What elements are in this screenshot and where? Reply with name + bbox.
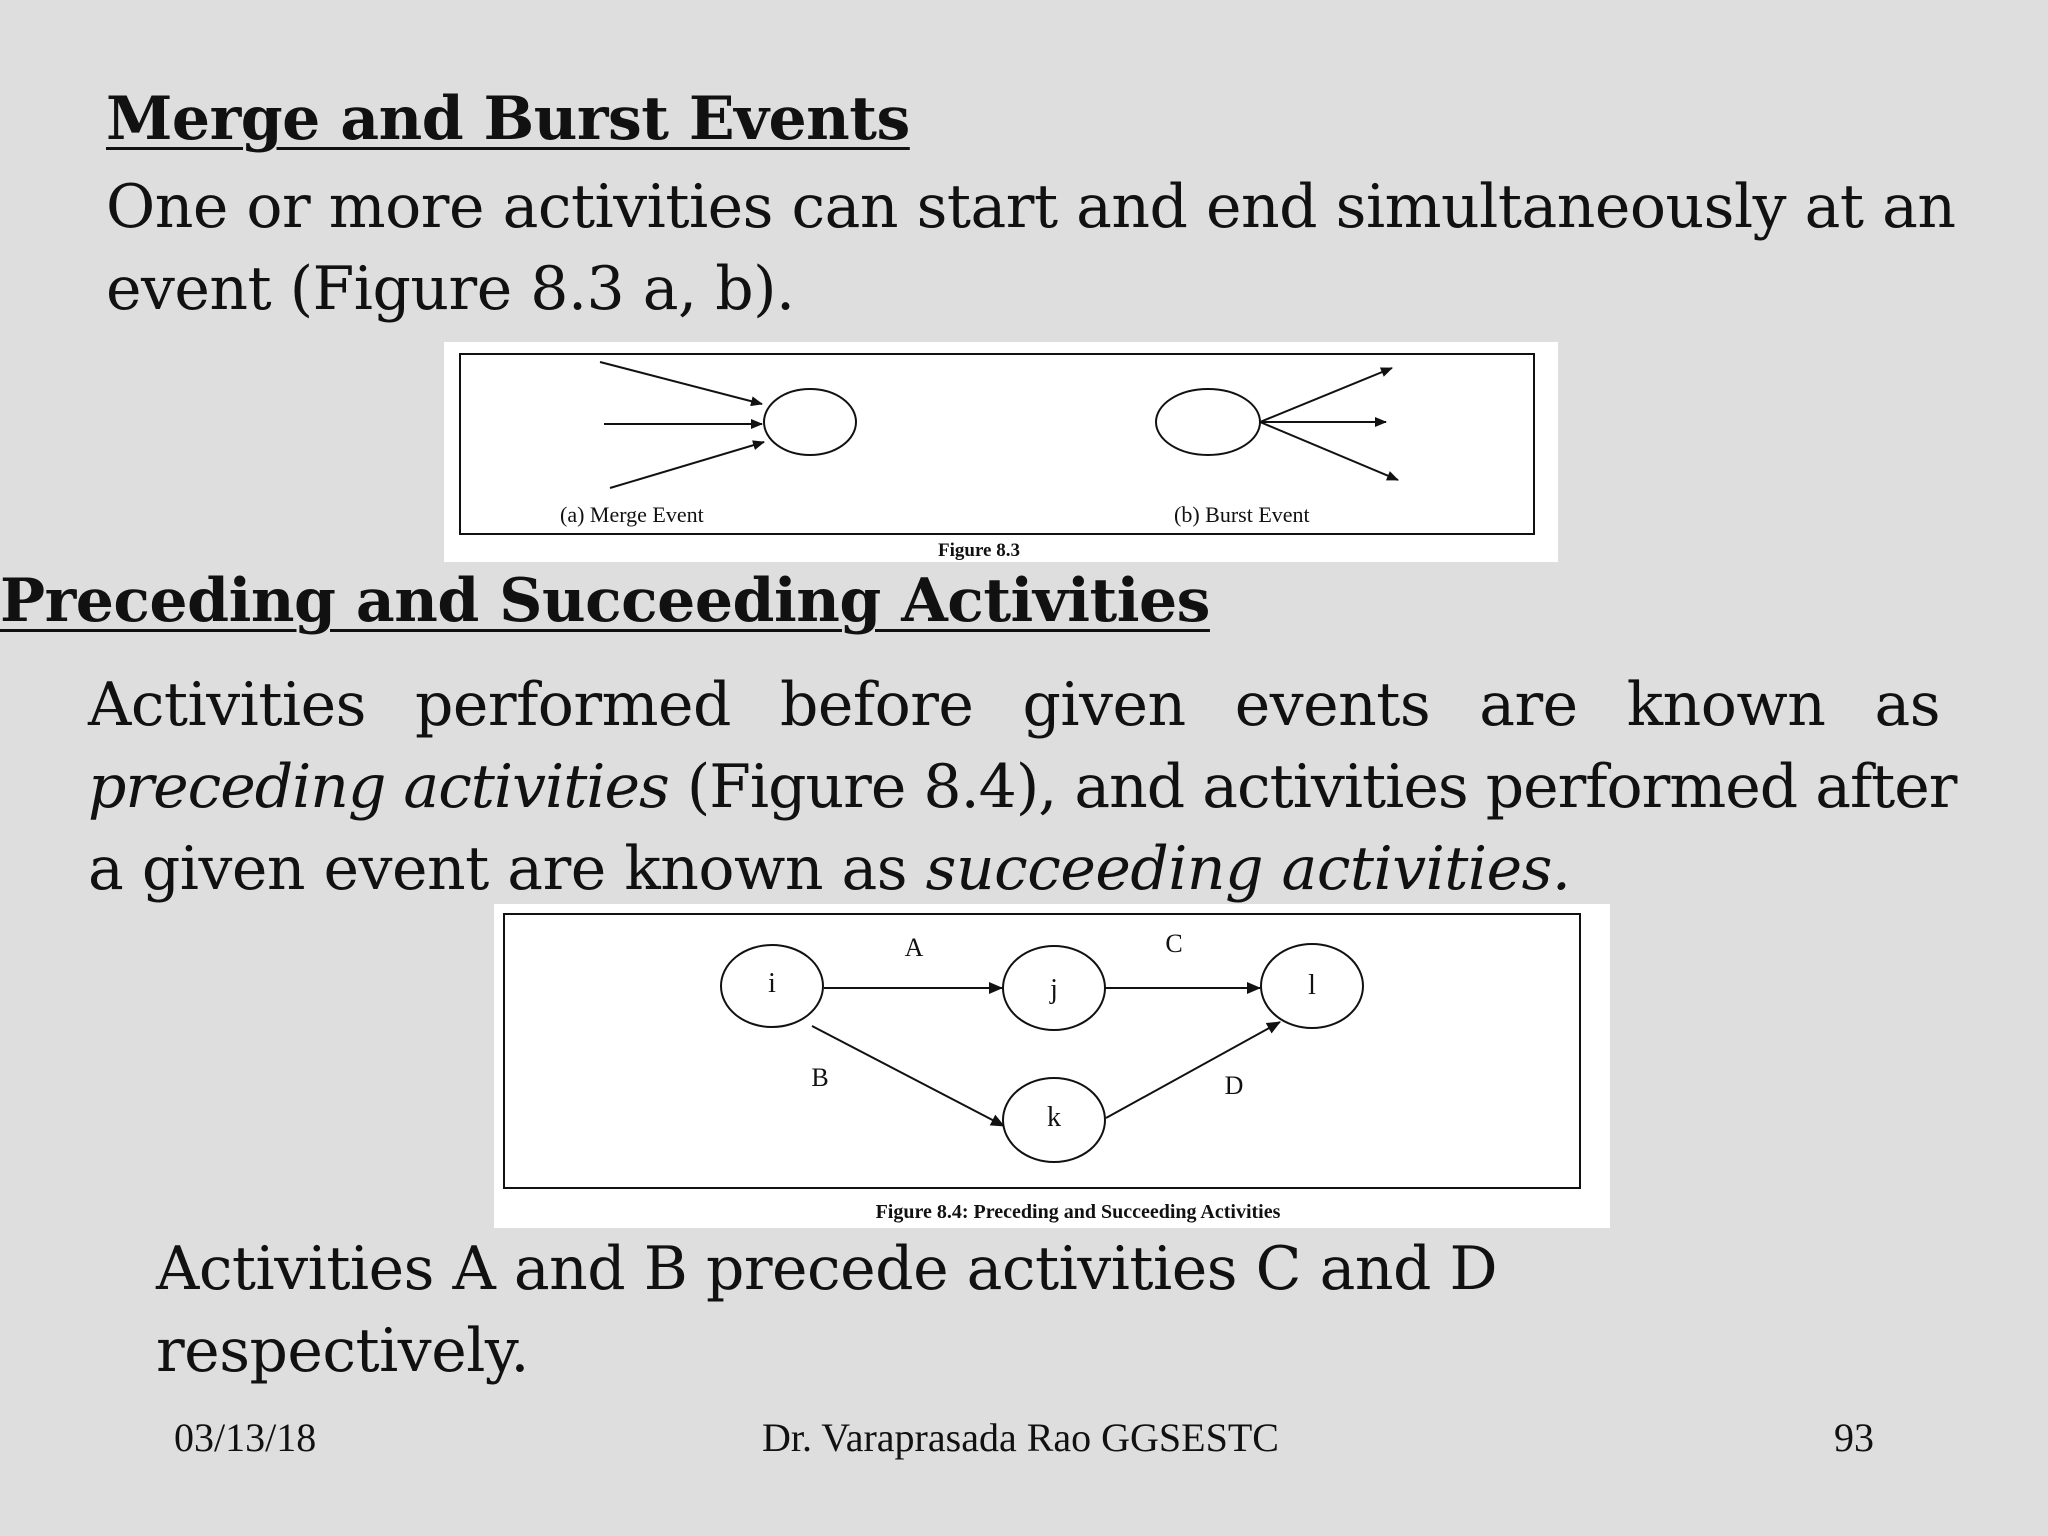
burst-arrow-3 [1260, 422, 1398, 480]
merge-event-node [764, 389, 856, 455]
paragraph-line-3-text: a given event are known as [88, 834, 926, 904]
label-merge-event: (a) Merge Event [560, 502, 704, 527]
paragraph-activities-precede: Activities A and B precede activities C and D respectively. [156, 1234, 1498, 1386]
figure-8-4 [494, 904, 1610, 1228]
footer-page-number: 93 [1834, 1415, 1874, 1460]
burst-event-node [1156, 389, 1260, 455]
word: given [1022, 670, 1186, 740]
figure-8-4-diagram [494, 904, 1610, 1228]
footer-date: 03/13/18 [174, 1415, 317, 1460]
burst-arrow-1 [1260, 368, 1392, 422]
word: are [1479, 670, 1578, 740]
term-preceding-activities: preceding activities [88, 752, 669, 822]
paragraph-line-1 [88, 664, 1940, 746]
edge-label-d: D [1224, 1071, 1244, 1100]
node-label-i: i [768, 968, 776, 999]
node-label-k: k [1047, 1102, 1061, 1133]
edge-label-b: B [811, 1063, 829, 1092]
word: performed [414, 670, 731, 740]
footer-author: Dr. Varaprasada Rao GGSESTC [762, 1415, 1279, 1460]
paragraph-merge-burst: One or more activities can start and end simultaneously at an event (Figure 8.3 a, b). [106, 172, 1956, 324]
term-succeeding-activities: succeeding activities. [925, 834, 1571, 904]
word: as [1874, 670, 1940, 740]
edge-d [1106, 1022, 1280, 1118]
merge-arrow-3 [610, 442, 764, 488]
paragraph-line-2-text: (Figure 8.4), and activities performed after [668, 752, 1957, 822]
edge-label-a: A [904, 933, 924, 962]
word: Activities [88, 670, 366, 740]
node-label-l: l [1308, 970, 1316, 1001]
paragraph-line-2 [88, 746, 1957, 828]
paragraph-preceding-succeeding [88, 664, 1957, 910]
heading-merge-burst: Merge and Burst Events [106, 84, 910, 154]
figure-8-3 [444, 342, 1558, 562]
paragraph-line-3 [88, 828, 1940, 910]
figure-8-3-diagram [444, 342, 1558, 562]
word: before [779, 670, 974, 740]
edge-b [812, 1026, 1004, 1126]
label-burst-event: (b) Burst Event [1174, 502, 1310, 527]
heading-preceding-succeeding: Preceding and Succeeding Activities [0, 566, 1210, 636]
edge-label-c: C [1165, 929, 1183, 958]
node-label-j: j [1050, 974, 1058, 1005]
word: known [1626, 670, 1826, 740]
figure-8-4-caption: Figure 8.4: Preceding and Succeeding Activities [875, 1201, 1281, 1223]
figure-8-3-caption: Figure 8.3 [938, 540, 1020, 561]
merge-arrow-1 [600, 362, 762, 404]
word: events [1234, 670, 1431, 740]
